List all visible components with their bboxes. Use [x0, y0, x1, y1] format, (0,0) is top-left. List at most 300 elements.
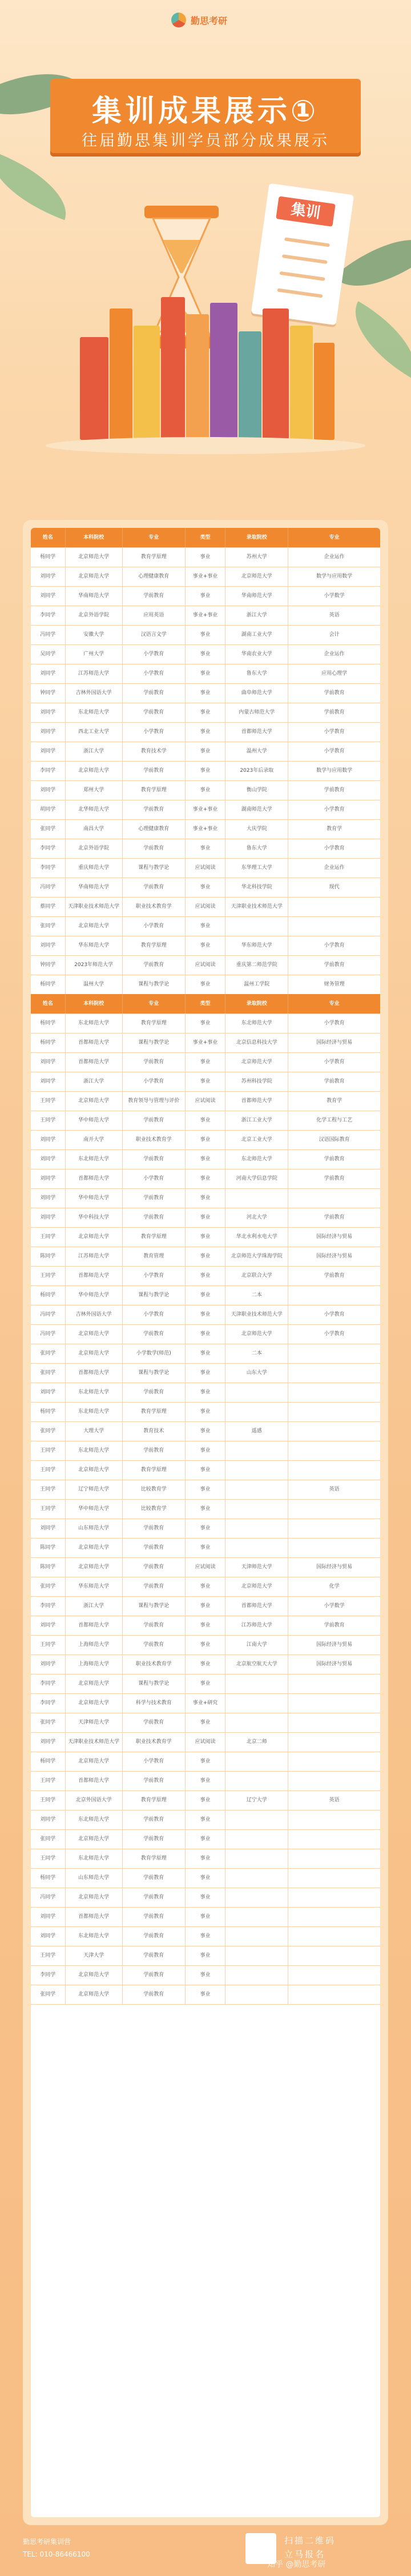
table-cell: 学前教育	[123, 1868, 186, 1888]
notepad-line	[284, 237, 330, 247]
table-cell: 事业	[186, 1149, 225, 1169]
table-cell: 华南农业大学	[225, 644, 288, 664]
table-cell: 小学教育	[123, 1752, 186, 1771]
table-header-cell: 类型	[186, 528, 225, 547]
table-row	[31, 1926, 380, 1946]
table-cell: 事业	[186, 1441, 225, 1460]
table-cell: 事业	[186, 780, 225, 800]
table-cell: 李同学	[31, 761, 66, 780]
table-cell: 华北水利水电大学	[225, 1227, 288, 1247]
table-cell	[288, 1693, 380, 1713]
table-cell: 山东师范大学	[66, 1519, 123, 1538]
table-cell: 事业+研究	[186, 1693, 225, 1713]
table-cell: 学前教育	[123, 703, 186, 722]
notepad-line	[282, 254, 328, 264]
table-cell	[288, 1499, 380, 1519]
table-row	[31, 1149, 380, 1169]
table-cell: 北京师范大学	[66, 1965, 123, 1985]
table-cell: 事业	[186, 1013, 225, 1033]
table-cell: 东北师范大学	[66, 1849, 123, 1868]
table-cell: 教育学原理	[123, 547, 186, 567]
table-cell: 杨同学	[31, 1013, 66, 1033]
table-cell: 北京信息科技大学	[225, 1033, 288, 1052]
table-cell: 财务管理	[324, 981, 345, 987]
results-card	[23, 520, 388, 2525]
table-cell: 学前教育	[123, 1557, 186, 1577]
table-cell: 小学教育	[123, 916, 186, 936]
table-cell: 事业	[186, 761, 225, 780]
table-row	[31, 1596, 380, 1616]
table-cell: 国际经济与贸易	[316, 1040, 353, 1045]
table-cell: 东北师范大学	[66, 1926, 123, 1946]
table-row	[31, 1441, 380, 1461]
table-cell: 华北科技学院	[225, 878, 288, 897]
table-cell: 英语	[329, 1797, 340, 1803]
table-cell	[225, 1480, 288, 1499]
table-cell: 学前教育	[123, 1208, 186, 1227]
logo-text: 勤思考研	[191, 15, 228, 26]
table-cell: 事业	[186, 547, 225, 567]
table-row	[31, 1635, 380, 1655]
table-cell: 王同学	[31, 1771, 66, 1790]
table-cell: 王同学	[31, 1790, 66, 1810]
table-cell: 事业	[186, 1480, 225, 1499]
table-cell	[225, 1538, 288, 1557]
table-cell: 张同学	[31, 1421, 66, 1441]
table-row	[31, 1402, 380, 1422]
table-cell: 学前教育	[324, 1156, 345, 1162]
table-cell: 事业	[186, 1596, 225, 1616]
table-cell: 学前教育	[123, 683, 186, 703]
table-cell: 北京师范大学	[66, 1538, 123, 1557]
footer-phone: TEL: 010-86466100	[23, 2550, 90, 2558]
table-cell: 重庆师范大学	[66, 858, 123, 878]
table-cell: 刘同学	[31, 703, 66, 722]
table-cell: 重庆第二师范学院	[225, 955, 288, 975]
table-cell: 李同学	[31, 858, 66, 878]
table-cell: 应用英语	[123, 606, 186, 625]
page-title: 集训成果展示①	[91, 94, 320, 129]
table-cell: 事业	[186, 1538, 225, 1557]
table-row	[31, 1324, 380, 1344]
table-cell: 北京师范大学	[225, 1052, 288, 1072]
table-cell: 学前教育	[123, 1907, 186, 1926]
table-cell: 学前教育	[123, 1810, 186, 1829]
table-cell	[225, 1713, 288, 1732]
table-cell: 王同学	[31, 1499, 66, 1519]
table-cell: 张同学	[31, 1577, 66, 1596]
table-cell: 陈同学	[31, 1247, 66, 1266]
table-cell: 学前教育	[123, 1577, 186, 1596]
table-cell: 北京师范大学	[66, 1752, 123, 1771]
table-cell: 华东师范大学	[225, 936, 288, 955]
table-row	[31, 1208, 380, 1228]
table-cell: 学前教育	[123, 1888, 186, 1907]
table-cell: 北京师范大学	[66, 1557, 123, 1577]
table-cell: 事业	[186, 1654, 225, 1674]
table-row	[31, 916, 380, 936]
table-row	[31, 1480, 380, 1500]
table-cell: 刘同学	[31, 936, 66, 955]
table-cell: 东北师范大学	[66, 1013, 123, 1033]
table-cell	[225, 1693, 288, 1713]
table-cell: 教育学原理	[123, 1460, 186, 1480]
table-cell: 职业技术教育学	[123, 1732, 186, 1752]
table-cell: 安徽大学	[66, 625, 123, 644]
table-cell: 首都师范大学	[66, 1363, 123, 1383]
table-cell: 教育技术	[123, 1421, 186, 1441]
table-cell: 刘同学	[31, 586, 66, 606]
table-cell: 教育领导与管理与评价	[123, 1091, 186, 1111]
table-cell: 江南大学	[225, 1635, 288, 1654]
table-cell: 东北师范大学	[66, 703, 123, 722]
table-cell: 刘同学	[31, 1732, 66, 1752]
table-cell	[225, 1965, 288, 1985]
table-cell	[225, 1985, 288, 2004]
table-cell: 职业技术教育学	[123, 897, 186, 916]
table-cell: 华中科技大学	[66, 1208, 123, 1227]
table-cell	[225, 1402, 288, 1421]
table-cell	[288, 1519, 380, 1538]
table-cell: 事业	[186, 1965, 225, 1985]
table-cell: 学前教育	[324, 1273, 345, 1279]
table-cell: 学前教育	[123, 1111, 186, 1130]
table-cell: 事业	[186, 1829, 225, 1849]
table-row	[31, 819, 380, 839]
table-cell: 华中师范大学	[66, 1285, 123, 1305]
table-cell: 事业	[186, 1344, 225, 1363]
table-row	[31, 1907, 380, 1927]
table-cell: 事业	[186, 644, 225, 664]
table-cell	[288, 1849, 380, 1868]
table-row	[31, 1771, 380, 1791]
table-cell: 事业	[186, 1421, 225, 1441]
table-cell: 小学教育	[123, 1072, 186, 1091]
table-cell	[288, 1732, 380, 1752]
table-row	[31, 1033, 380, 1053]
table-cell: 数学与应用数学	[316, 768, 353, 774]
table-cell: 东北师范大学	[66, 1383, 123, 1402]
table-cell: 北京二师	[225, 1732, 288, 1752]
table-row	[31, 606, 380, 626]
table-cell	[288, 1985, 380, 2004]
table-cell: 浙江大学	[66, 1072, 123, 1091]
table-cell	[288, 1868, 380, 1888]
table-cell: 小学教育	[123, 1169, 186, 1188]
table-cell: 华南师范大学	[66, 586, 123, 606]
table-row	[31, 1674, 380, 1694]
table-cell: 心理健康教育	[123, 819, 186, 839]
table-row	[31, 1790, 380, 1810]
table-cell: 二本	[225, 1344, 288, 1363]
table-cell	[288, 1907, 380, 1926]
table-cell	[288, 897, 380, 916]
table-cell: 浙江大学	[66, 1596, 123, 1616]
table-cell: 江苏师范大学	[66, 1247, 123, 1266]
table-cell: 天津职业技术师范大学	[66, 1732, 123, 1752]
table-cell: 北京师范大学	[225, 567, 288, 586]
table-cell: 事业	[186, 1130, 225, 1149]
table-cell: 数学与应用数学	[316, 574, 353, 579]
table-cell: 英语	[329, 612, 340, 618]
book-illustration	[290, 326, 313, 440]
table-cell: 应试阅读	[186, 1732, 225, 1752]
table-cell	[225, 1829, 288, 1849]
table-cell: 事业	[186, 1266, 225, 1285]
table-cell	[288, 916, 380, 936]
table-cell: 二本	[225, 1285, 288, 1305]
table-cell: 事业	[186, 1324, 225, 1344]
table-row	[31, 1091, 380, 1111]
table-cell: 学前教育	[324, 690, 345, 696]
table-cell: 北京师范大学	[66, 761, 123, 780]
table-row	[31, 955, 380, 975]
table-cell: 杨同学	[31, 1033, 66, 1052]
table-cell: 华东师范大学	[66, 1577, 123, 1596]
table-cell: 北京师范大学	[66, 1693, 123, 1713]
table-cell: 学前教育	[123, 955, 186, 975]
table-cell: 北京师范大学	[225, 1577, 288, 1596]
table-cell: 北京师范大学	[66, 1985, 123, 2004]
table-row	[31, 1557, 380, 1577]
table-cell	[225, 1674, 288, 1693]
table-cell: 事业+事业	[186, 1033, 225, 1052]
table-cell: 辽宁大学	[225, 1790, 288, 1810]
table-row	[31, 1732, 380, 1752]
table-cell: 天津职业技术师范大学	[225, 1305, 288, 1324]
table-cell: 上海师范大学	[66, 1654, 123, 1674]
table-cell: 浙江工业大学	[225, 1111, 288, 1130]
table-cell: 事业	[186, 1383, 225, 1402]
table-cell: 南昌大学	[66, 819, 123, 839]
table-row	[31, 644, 380, 664]
table-cell: 学前教育	[324, 710, 345, 715]
table-row	[31, 1247, 380, 1267]
table-cell: 南开大学	[66, 1130, 123, 1149]
table-cell: 李同学	[31, 1674, 66, 1693]
table-cell	[288, 1188, 380, 1208]
table-cell: 现代	[329, 884, 340, 890]
table-row	[31, 1013, 380, 1033]
table-cell: 山东大学	[225, 1363, 288, 1383]
book-illustration	[186, 314, 209, 440]
table-cell: 刘同学	[31, 1519, 66, 1538]
table-cell	[225, 1188, 288, 1208]
table-cell: 事业	[186, 1519, 225, 1538]
table-cell: 华东师范大学	[66, 936, 123, 955]
table-cell: 小学教育	[324, 1020, 345, 1026]
table-cell: 小学教育	[324, 748, 345, 754]
table-header-cell: 专业	[329, 535, 340, 540]
table-cell: 刘同学	[31, 1810, 66, 1829]
table-cell: 北京师范大学	[66, 1460, 123, 1480]
brand-logo	[171, 13, 227, 27]
table-cell: 东北师范大学	[66, 1810, 123, 1829]
table-cell: 学前教育	[324, 1215, 345, 1220]
table-row	[31, 1305, 380, 1325]
table-row	[31, 1616, 380, 1636]
table-cell	[288, 1771, 380, 1790]
table-cell	[288, 1383, 380, 1402]
table-cell	[225, 1460, 288, 1480]
table-cell: 鲁东大学	[225, 664, 288, 683]
table-header-cell: 专业	[123, 994, 186, 1013]
table-cell: 大庆学院	[225, 819, 288, 839]
table-row	[31, 936, 380, 956]
table-cell: 学前教育	[123, 878, 186, 897]
table-cell: 北京师范大学	[66, 1344, 123, 1363]
table-cell: 胡同学	[31, 800, 66, 819]
table-cell: 张同学	[31, 916, 66, 936]
table-cell: 钟同学	[31, 683, 66, 703]
table-cell: 遥感	[225, 1421, 288, 1441]
table-cell: 事业	[186, 1460, 225, 1480]
table-row	[31, 1285, 380, 1305]
table-cell: 化学工程与工艺	[316, 1117, 353, 1123]
table-cell: 刘同学	[31, 742, 66, 761]
table-cell: 事业	[186, 1577, 225, 1596]
table-cell: 职业技术教育学	[123, 1130, 186, 1149]
table-cell: 小学教育	[324, 729, 345, 735]
table-cell: 刘同学	[31, 1907, 66, 1926]
table-cell: 事业	[186, 1072, 225, 1091]
table-row	[31, 780, 380, 800]
table-cell: 事业	[186, 1285, 225, 1305]
table-cell: 课程与教学论	[123, 858, 186, 878]
table-cell: 事业	[186, 936, 225, 955]
table-cell: 学前教育	[324, 1079, 345, 1084]
table-row	[31, 800, 380, 820]
table-row	[31, 1946, 380, 1966]
table-cell: 冯同学	[31, 625, 66, 644]
table-row	[31, 703, 380, 723]
table-cell: 北京师范大学	[66, 1829, 123, 1849]
table-row	[31, 664, 380, 684]
book-illustration	[314, 343, 335, 440]
table-cell: 北京工业大学	[225, 1130, 288, 1149]
table-header-cell: 本科院校	[66, 528, 123, 547]
table-cell: 郑州大学	[66, 780, 123, 800]
table-row	[31, 586, 380, 606]
table-cell: 事业	[186, 722, 225, 742]
table-cell: 北京师范大学珠海学院	[225, 1247, 288, 1266]
table-cell: 杨同学	[31, 1752, 66, 1771]
table-row	[31, 722, 380, 742]
table-cell: 刘同学	[31, 1926, 66, 1946]
table-cell: 事业+事业	[186, 606, 225, 625]
table-row	[31, 742, 380, 762]
table-cell: 刘同学	[31, 1654, 66, 1674]
table-cell: 学前教育	[123, 586, 186, 606]
table-cell: 事业	[186, 1227, 225, 1247]
table-cell: 事业	[186, 1616, 225, 1635]
table-cell: 首都师范大学	[66, 1616, 123, 1635]
table-cell: 小学数学	[324, 1603, 345, 1609]
table-row	[31, 1266, 380, 1286]
table-cell: 苏州大学	[225, 547, 288, 567]
table-row	[31, 1829, 380, 1849]
table-cell: 北京外语学院	[66, 839, 123, 858]
table-cell: 大理大学	[66, 1421, 123, 1441]
table-cell: 天津师范大学	[225, 1557, 288, 1577]
table-cell: 首都师范大学	[66, 1052, 123, 1072]
table-cell: 河南大学信息学院	[225, 1169, 288, 1188]
table-cell: 王同学	[31, 1227, 66, 1247]
table-header-cell: 专业	[329, 1001, 340, 1007]
leaf-decoration	[339, 301, 411, 379]
table-cell: 北京师范大学	[66, 916, 123, 936]
table-cell: 浙江大学	[225, 606, 288, 625]
table-cell: 教育学原理	[123, 1790, 186, 1810]
table-cell: 比较教育学	[123, 1499, 186, 1519]
table-cell: 温州大学	[225, 742, 288, 761]
table-cell: 事业	[186, 1247, 225, 1266]
table-cell: 小学教育	[324, 1331, 345, 1337]
table-cell: 事业	[186, 1111, 225, 1130]
book-illustration	[263, 309, 289, 440]
table-cell: 王同学	[31, 1946, 66, 1965]
table-cell: 西北工业大学	[66, 722, 123, 742]
table-cell: 企业运作	[324, 651, 345, 657]
table-cell	[288, 1421, 380, 1441]
table-cell: 曲阜师范大学	[225, 683, 288, 703]
table-cell: 事业	[186, 1810, 225, 1829]
table-cell: 首都师范大学	[225, 1596, 288, 1616]
table-cell	[288, 1713, 380, 1732]
table-cell: 事业	[186, 703, 225, 722]
table-cell: 东北师范大学	[225, 1149, 288, 1169]
table-cell: 东华理工大学	[225, 858, 288, 878]
table-cell: 国际经济与贸易	[316, 1661, 353, 1667]
table-cell: 学前教育	[324, 787, 345, 793]
table-cell: 小学数学	[324, 593, 345, 599]
table-cell	[288, 1752, 380, 1771]
table-cell: 事业	[186, 1674, 225, 1693]
table-cell: 张同学	[31, 1713, 66, 1732]
table-cell	[225, 1926, 288, 1946]
table-cell: 温州大学	[66, 975, 123, 994]
table-cell: 王同学	[31, 1849, 66, 1868]
book-illustration	[161, 297, 185, 440]
table-cell: 英语	[329, 1487, 340, 1492]
table-cell: 企业运作	[324, 554, 345, 560]
table-header-row	[31, 528, 380, 548]
table-cell: 事业	[186, 1305, 225, 1324]
table-cell	[288, 1363, 380, 1383]
table-cell: 小学教育	[324, 807, 345, 812]
table-cell: 小学教育	[123, 664, 186, 683]
table-cell	[225, 1907, 288, 1926]
table-cell: 学前教育	[324, 962, 345, 968]
notepad-line	[280, 271, 325, 281]
table-cell: 事业	[186, 1926, 225, 1946]
table-cell: 学前教育	[123, 1519, 186, 1538]
table-cell	[225, 1946, 288, 1965]
table-cell: 汉语言文学	[123, 625, 186, 644]
table-row	[31, 683, 380, 703]
table-cell: 事业	[186, 878, 225, 897]
table-cell: 冯同学	[31, 1324, 66, 1344]
table-cell: 北京外语学院	[66, 606, 123, 625]
table-cell: 衡山学院	[225, 780, 288, 800]
table-cell	[288, 1926, 380, 1946]
table-cell: 杨同学	[31, 1285, 66, 1305]
table-row	[31, 1188, 380, 1208]
table-cell: 王同学	[31, 1091, 66, 1111]
table-row	[31, 1344, 380, 1364]
table-cell: 天津职业技术师范大学	[66, 897, 123, 916]
table-cell: 小学教育	[324, 846, 345, 851]
